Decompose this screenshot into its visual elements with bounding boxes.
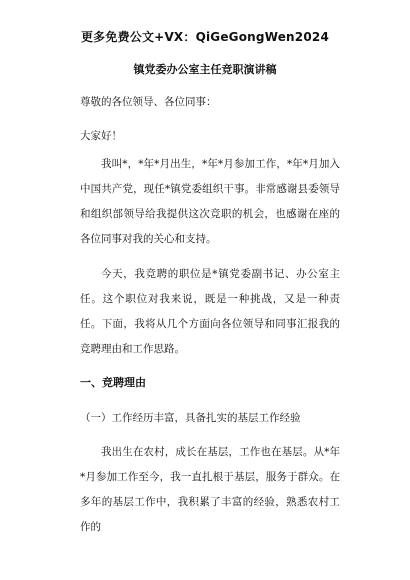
paragraph-position: 今天，我竞聘的职位是*镇党委副书记、办公室主任。这个职位对我来说，既是一种挑战，又是一种责任。下面，我将从几个方面向各位领导和同事汇报我的竞聘理由和工作思路。 (80, 268, 340, 355)
section-heading-reasons: 一、竞聘理由 (80, 376, 146, 389)
subsection-heading-experience: （一）工作经历丰富，具备扎实的基层工作经验 (80, 412, 301, 424)
promo-header: 更多免费公文+VX：QiGeGongWen2024 (80, 30, 329, 44)
hello: 大家好！ (80, 130, 122, 142)
paragraph-experience: 我出生在农村，成长在基层，工作也在基层。从*年*月参加工作至今，我一直扎根于基层，服务于群众。在多年的基层工作中，我积累了丰富的经验，熟悉农村工作的 (80, 446, 340, 533)
greeting: 尊敬的各位领导、各位同事： (80, 96, 217, 108)
paragraph-intro: 我叫*，*年*月出生，*年*月参加工作，*年*月加入中国共产党，现任*镇党委组织干事。非常感谢县委领导和组织部领导给我提供这次竞职的机会，也感谢在座的各位同事对我的关心和支持。 (80, 158, 340, 245)
document-title: 镇党委办公室主任竞职演讲稿 (133, 63, 277, 76)
